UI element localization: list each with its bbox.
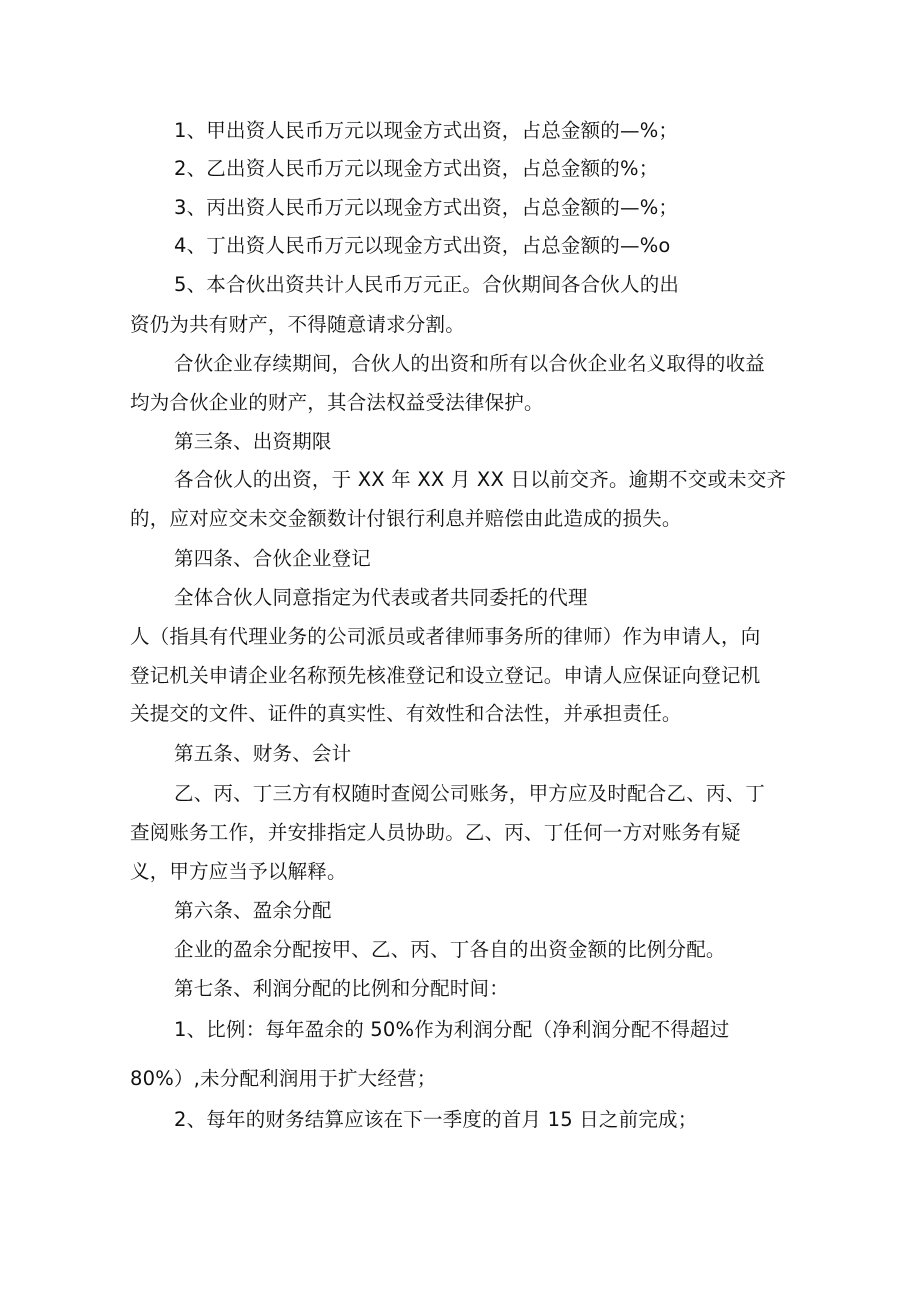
article-4-text-line-3: 登记机关申请企业名称预先核准登记和设立登记。申请人应保证向登记机 (130, 664, 761, 687)
article-4-text-line-1: 全体合伙人同意指定为代表或者共同委托的代理 (174, 586, 588, 609)
article-3-heading: 第三条、出资期限 (174, 430, 332, 453)
article-5-heading: 第五条、财务、会计 (174, 742, 352, 765)
article-4-heading: 第四条、合伙企业登记 (174, 547, 372, 570)
clause-2-item-5-line-2: 资仍为共有财产，不得随意请求分割。 (130, 313, 465, 336)
clause-2-item-5-line-1: 5、本合伙出资共计人民币万元正。合伙期间各合伙人的出 (174, 273, 680, 296)
clause-2-item-2: 2、乙出资人民币万元以现金方式出资，占总金额的%； (174, 157, 659, 180)
article-5-text-line-2: 查阅账务工作，并安排指定人员协助。乙、丙、丁任何一方对账务有疑 (130, 821, 741, 844)
article-7-heading: 第七条、利润分配的比例和分配时间： (174, 977, 509, 1000)
article-5-text-line-3: 义，甲方应当予以解释。 (130, 860, 347, 883)
clause-2-item-4: 4、丁出资人民币万元以现金方式出资，占总金额的—%o (174, 234, 671, 257)
article-4-text-line-2: 人（指具有代理业务的公司派员或者律师事务所的律师）作为申请人，向 (130, 625, 761, 648)
article-5-text-line-1: 乙、丙、丁三方有权随时查阅公司账务，甲方应及时配合乙、丙、丁 (174, 782, 766, 805)
paragraph-property-line-1: 合伙企业存续期间，合伙人的出资和所有以合伙企业名义取得的收益 (174, 352, 766, 375)
clause-2-item-3: 3、丙出资人民币万元以现金方式出资，占总金额的—%； (174, 196, 679, 219)
clause-2-item-1: 1、甲出资人民币万元以现金方式出资，占总金额的—%； (174, 119, 679, 142)
article-6-text: 企业的盈余分配按甲、乙、丙、丁各自的出资金额的比例分配。 (174, 938, 726, 961)
article-7-item-1-line-1: 1、比例：每年盈余的 50%作为利润分配（净利润分配不得超过 (174, 1018, 730, 1041)
article-4-text-line-4: 关提交的文件、证件的真实性、有效性和合法性，并承担责任。 (130, 702, 682, 725)
article-3-text-line-2: 的，应对应交未交金额数计付银行利息并赔偿由此造成的损失。 (130, 507, 682, 530)
article-7-item-1-line-2: 80%）,未分配利润用于扩大经营； (130, 1067, 437, 1090)
article-3-text-line-1: 各合伙人的出资，于 XX 年 XX 月 XX 日以前交齐。逾期不交或未交齐 (174, 468, 787, 491)
article-7-item-2: 2、每年的财务结算应该在下一季度的首月 15 日之前完成； (174, 1108, 698, 1131)
article-6-heading: 第六条、盈余分配 (174, 899, 332, 922)
paragraph-property-line-2: 均为合伙企业的财产，其合法权益受法律保护。 (130, 391, 544, 414)
